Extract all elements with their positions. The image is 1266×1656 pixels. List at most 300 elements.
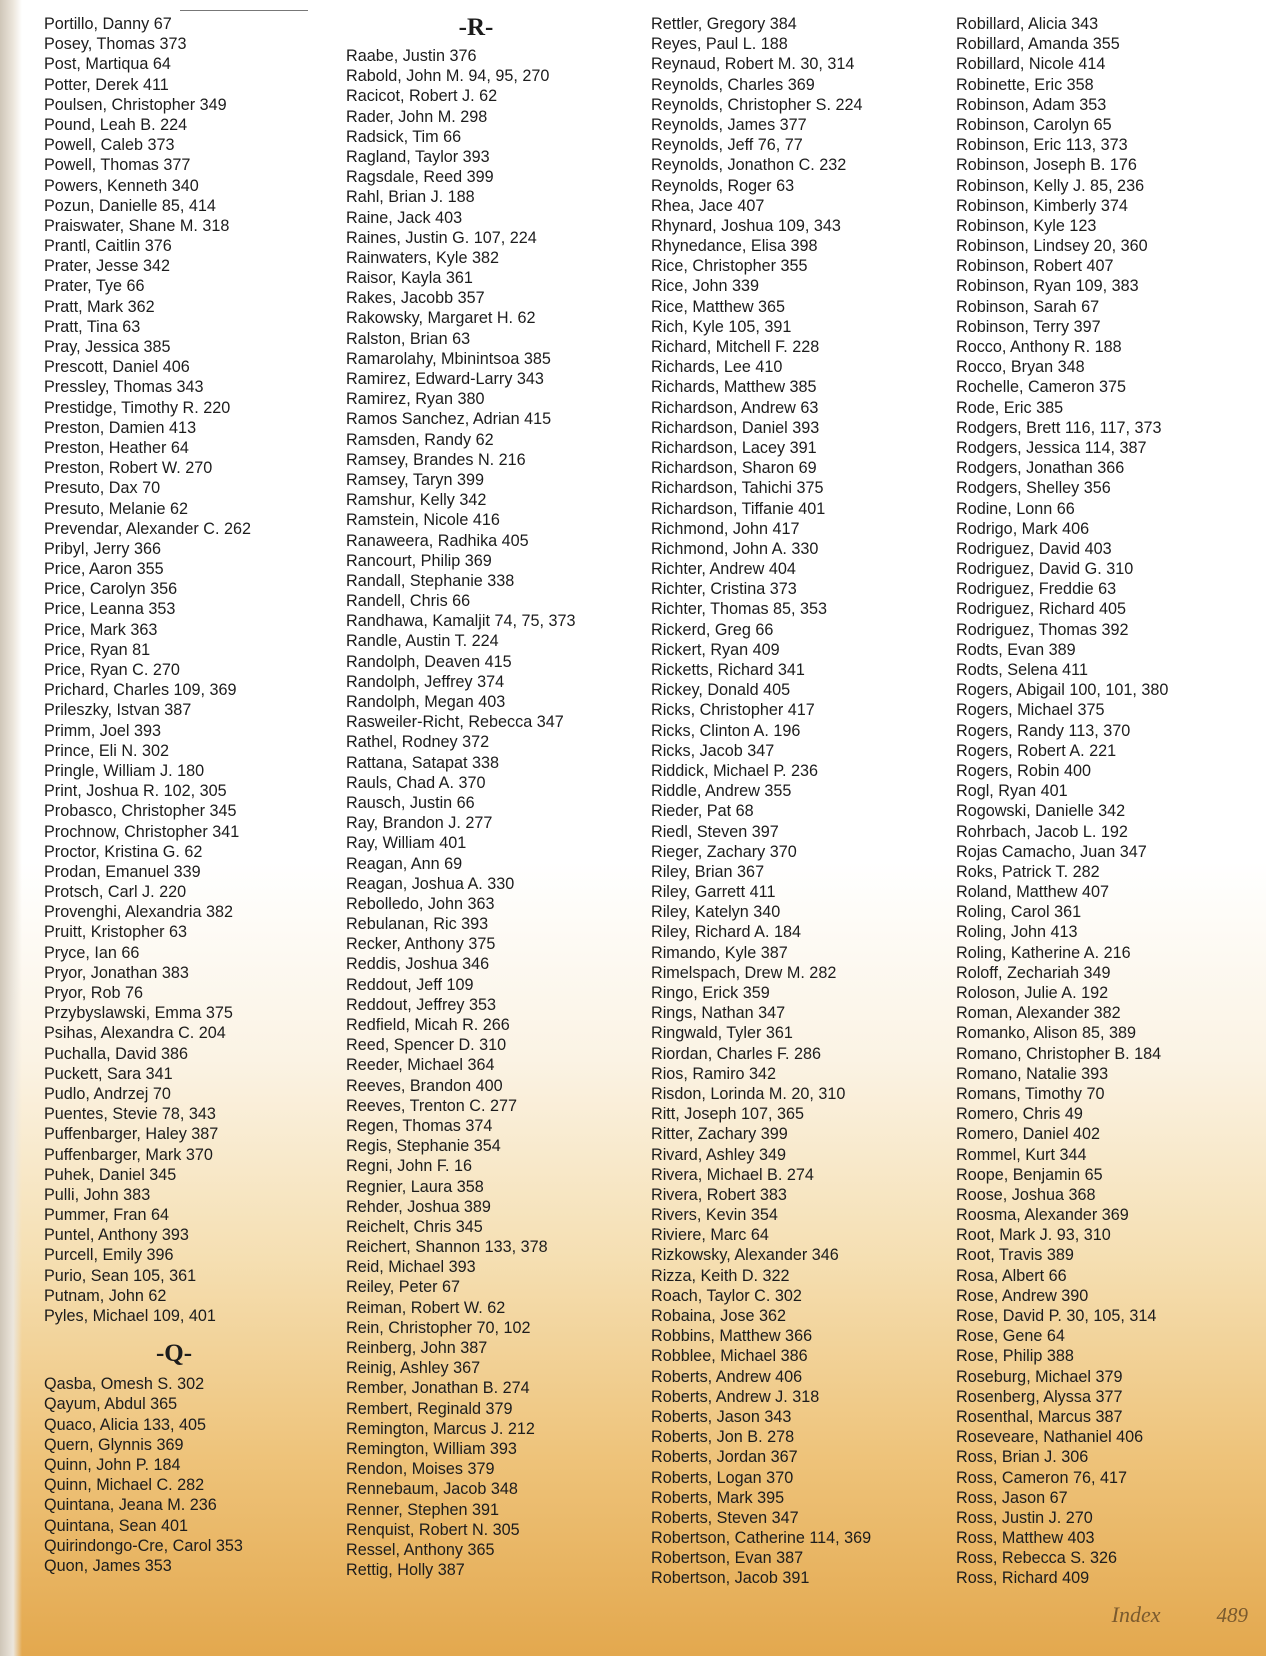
index-entry: Rodgers, Jessica 114, 387 <box>956 438 1147 457</box>
index-entry: Puchalla, David 386 <box>44 1044 188 1063</box>
index-entry: Pratt, Tina 63 <box>44 317 141 336</box>
index-entry: Randell, Chris 66 <box>346 592 471 611</box>
page-number: 489 <box>1216 1603 1248 1627</box>
index-entry: Roberts, Jason 343 <box>651 1407 792 1426</box>
index-entry: Pribyl, Jerry 366 <box>44 539 161 558</box>
index-entry: Remington, William 393 <box>346 1439 517 1458</box>
index-entry: Richardson, Lacey 391 <box>651 438 817 457</box>
index-entry: Rojas Camacho, Juan 347 <box>956 842 1147 861</box>
index-entry: Puhek, Daniel 345 <box>44 1165 177 1184</box>
index-entry: Preston, Heather 64 <box>44 438 189 457</box>
index-entry: Rettig, Holly 387 <box>346 1561 465 1580</box>
index-entry: Robinson, Kelly J. 85, 236 <box>956 176 1145 195</box>
index-entry: Richardson, Tiffanie 401 <box>651 499 826 518</box>
index-entry: Rieder, Pat 68 <box>651 802 754 821</box>
index-entry: Rader, John M. 298 <box>346 107 488 126</box>
index-entry: Posey, Thomas 373 <box>44 35 187 54</box>
index-entry: Quon, James 353 <box>44 1556 172 1575</box>
index-entry: Psihas, Alexandra C. 204 <box>44 1024 226 1043</box>
index-entry: Roks, Patrick T. 282 <box>956 862 1100 881</box>
index-entry: Poulsen, Christopher 349 <box>44 95 227 114</box>
index-entry: Rennebaum, Jacob 348 <box>346 1480 518 1499</box>
index-entry: Roberts, Andrew J. 318 <box>651 1387 820 1406</box>
index-entry: Roling, Carol 361 <box>956 903 1082 922</box>
index-entry: Ricks, Christopher 417 <box>651 701 815 720</box>
index-entry: Randle, Austin T. 224 <box>346 632 499 651</box>
index-entry: Robinette, Eric 358 <box>956 75 1094 94</box>
index-entry: Rings, Nathan 347 <box>651 1004 786 1023</box>
index-entry: Quirindongo-Cre, Carol 353 <box>44 1536 243 1555</box>
index-entry: Pryor, Jonathan 383 <box>44 963 189 982</box>
index-entry: Rodriguez, David G. 310 <box>956 560 1134 579</box>
index-entry: Ranaweera, Radhika 405 <box>346 531 529 550</box>
index-entry: Roosma, Alexander 369 <box>956 1206 1129 1225</box>
index-entry: Pound, Leah B. 224 <box>44 115 188 134</box>
index-entry: Prantl, Caitlin 376 <box>44 237 172 256</box>
index-entry: Presuto, Dax 70 <box>44 479 161 498</box>
index-entry: Roose, Joshua 368 <box>956 1185 1096 1204</box>
index-entry: Robblee, Michael 386 <box>651 1347 808 1366</box>
index-entry: Rhynard, Joshua 109, 343 <box>651 216 841 235</box>
index-entry: Protsch, Carl J. 220 <box>44 883 187 902</box>
index-entry: Rodriguez, David 403 <box>956 539 1112 558</box>
index-entry: Richardson, Daniel 393 <box>651 418 820 437</box>
index-column-2 <box>346 14 646 1580</box>
index-entry: Ramstein, Nicole 416 <box>346 511 500 530</box>
index-entry: Raines, Justin G. 107, 224 <box>346 228 537 247</box>
index-entry: Puntel, Anthony 393 <box>44 1226 189 1245</box>
index-entry: Reed, Spencer D. 310 <box>346 1036 507 1055</box>
index-entry: Rich, Kyle 105, 391 <box>651 317 792 336</box>
index-entry: Reddout, Jeff 109 <box>346 975 474 994</box>
index-entry: Raisor, Kayla 361 <box>346 269 473 288</box>
index-entry: Robinson, Adam 353 <box>956 95 1107 114</box>
index-entry: Prater, Tye 66 <box>44 277 145 296</box>
index-entry: Root, Mark J. 93, 310 <box>956 1226 1111 1245</box>
index-entry: Prichard, Charles 109, 369 <box>44 681 237 700</box>
index-entry: Rosenthal, Marcus 387 <box>956 1407 1123 1426</box>
index-entry: Rimando, Kyle 387 <box>651 943 788 962</box>
index-entry: Romano, Natalie 393 <box>956 1064 1109 1083</box>
index-entry: Pruitt, Kristopher 63 <box>44 923 188 942</box>
index-entry: Reynolds, James 377 <box>651 115 807 134</box>
index-entry: Rogers, Randy 113, 370 <box>956 721 1131 740</box>
index-entry: Print, Joshua R. 102, 305 <box>44 782 227 801</box>
index-entry: Roman, Alexander 382 <box>956 1004 1121 1023</box>
index-entry: Rhea, Jace 407 <box>651 196 765 215</box>
index-entry: Quinn, John P. 184 <box>44 1455 181 1474</box>
index-entry: Ross, Richard 409 <box>956 1569 1090 1588</box>
index-entry: Robbins, Matthew 366 <box>651 1327 813 1346</box>
index-entry: Rose, Gene 64 <box>956 1327 1065 1346</box>
index-entry: Reyes, Paul L. 188 <box>651 35 788 54</box>
index-entry: Renner, Stephen 391 <box>346 1500 500 1519</box>
index-entry: Rakowsky, Margaret H. 62 <box>346 309 536 328</box>
index-entry: Price, Ryan C. 270 <box>44 661 180 679</box>
index-entry: Rehder, Joshua 389 <box>346 1197 491 1216</box>
index-section-r <box>346 46 646 1580</box>
index-entry: Purio, Sean 105, 361 <box>44 1266 197 1285</box>
index-entry: Quinn, Michael C. 282 <box>44 1476 205 1495</box>
index-section-r-continued-2 <box>956 14 1256 1589</box>
index-entry: Roberts, Steven 347 <box>651 1508 799 1527</box>
index-entry: Richter, Cristina 373 <box>651 580 797 599</box>
index-entry: Rein, Christopher 70, 102 <box>346 1318 531 1337</box>
index-entry: Ramos Sanchez, Adrian 415 <box>346 410 552 429</box>
footer-section-label: Index <box>1111 1602 1161 1627</box>
index-entry: Reeves, Brandon 400 <box>346 1076 503 1095</box>
index-entry: Rickey, Donald 405 <box>651 681 791 700</box>
index-entry: Roberts, Mark 395 <box>651 1488 785 1507</box>
index-entry: Robinson, Terry 397 <box>956 317 1101 336</box>
index-entry: Ricks, Jacob 347 <box>651 741 775 760</box>
index-entry: Reagan, Ann 69 <box>346 854 463 873</box>
index-entry: Rettler, Gregory 384 <box>651 15 797 33</box>
index-entry: Romans, Timothy 70 <box>956 1084 1105 1103</box>
index-entry: Robaina, Jose 362 <box>651 1307 786 1325</box>
index-entry: Prescott, Daniel 406 <box>44 358 190 377</box>
index-entry: Reynolds, Roger 63 <box>651 176 795 195</box>
index-entry: Rice, Matthew 365 <box>651 297 786 316</box>
index-entry: Rogl, Ryan 401 <box>956 782 1068 801</box>
index-entry: Pulli, John 383 <box>44 1185 151 1204</box>
index-entry: Ralston, Brian 63 <box>346 329 471 348</box>
index-entry: Pryor, Rob 76 <box>44 984 143 1002</box>
index-entry: Rieger, Zachary 370 <box>651 842 797 861</box>
index-entry: Ramsey, Taryn 399 <box>346 470 484 489</box>
index-entry: Ringwald, Tyler 361 <box>651 1024 793 1043</box>
index-entry: Rhynedance, Elisa 398 <box>651 237 818 256</box>
index-entry: Randolph, Jeffrey 374 <box>346 672 505 691</box>
index-entry: Reeves, Trenton C. 277 <box>346 1096 517 1115</box>
index-entry: Roloff, Zechariah 349 <box>956 963 1111 982</box>
index-entry: Regis, Stephanie 354 <box>346 1137 501 1156</box>
index-entry: Richards, Lee 410 <box>651 358 783 377</box>
index-entry: Roope, Benjamin 65 <box>956 1165 1103 1184</box>
index-entry: Rosa, Albert 66 <box>956 1266 1067 1285</box>
index-entry: Quaco, Alicia 133, 405 <box>44 1415 206 1434</box>
index-entry: Rakes, Jacobb 357 <box>346 289 485 308</box>
index-entry: Roseveare, Nathaniel 406 <box>956 1428 1144 1447</box>
index-entry: Ross, Cameron 76, 417 <box>956 1468 1127 1487</box>
index-entry: Raabe, Justin 376 <box>346 47 477 65</box>
index-entry: Roberts, Logan 370 <box>651 1468 794 1487</box>
index-entry: Putnam, John 62 <box>44 1286 167 1305</box>
index-entry: Rogers, Robert A. 221 <box>956 741 1117 760</box>
section-letter-r: -R- <box>458 14 494 41</box>
index-entry: Robinson, Eric 113, 373 <box>956 136 1128 155</box>
index-entry: Ramirez, Edward-Larry 343 <box>346 370 544 388</box>
index-entry: Pudlo, Andrzej 70 <box>44 1084 171 1103</box>
index-entry: Reichert, Shannon 133, 378 <box>346 1238 548 1257</box>
index-entry: Richardson, Andrew 63 <box>651 398 819 417</box>
index-entry: Probasco, Christopher 345 <box>44 802 237 821</box>
index-entry: Riley, Katelyn 340 <box>651 903 781 922</box>
index-entry: Robinson, Kyle 123 <box>956 216 1097 235</box>
index-entry: Reagan, Joshua A. 330 <box>346 874 515 893</box>
index-entry: Ritt, Joseph 107, 365 <box>651 1105 804 1124</box>
index-entry: Pryce, Ian 66 <box>44 943 140 962</box>
index-entry: Quintana, Sean 401 <box>44 1516 189 1535</box>
index-entry: Rodrigo, Mark 406 <box>956 519 1090 538</box>
index-entry: Rochelle, Cameron 375 <box>956 378 1127 397</box>
index-entry: Rainwaters, Kyle 382 <box>346 248 499 267</box>
index-entry: Preston, Damien 413 <box>44 418 197 437</box>
index-entry: Rabold, John M. 94, 95, 270 <box>346 67 550 86</box>
index-entry: Romanko, Alison 85, 389 <box>956 1024 1136 1043</box>
index-column-1 <box>44 14 344 1576</box>
index-entry: Robillard, Alicia 343 <box>956 15 1099 33</box>
index-entry: Richardson, Sharon 69 <box>651 459 817 478</box>
index-entry: Price, Aaron 355 <box>44 560 164 579</box>
index-entry: Rodts, Selena 411 <box>956 661 1088 679</box>
index-entry: Roberts, Jordan 367 <box>651 1448 798 1467</box>
index-entry: Rivera, Robert 383 <box>651 1185 787 1204</box>
index-entry: Robinson, Kimberly 374 <box>956 196 1128 215</box>
index-entry: Robertson, Catherine 114, 369 <box>651 1529 872 1548</box>
index-entry: Rode, Eric 385 <box>956 398 1064 417</box>
index-entry: Riddick, Michael P. 236 <box>651 761 819 780</box>
index-entry: Root, Travis 389 <box>956 1246 1074 1265</box>
index-entry: Richard, Mitchell F. 228 <box>651 338 820 356</box>
index-entry: Rizza, Keith D. 322 <box>651 1266 790 1285</box>
index-entry: Rimelspach, Drew M. 282 <box>651 963 837 982</box>
index-entry: Regnier, Laura 358 <box>346 1177 484 1196</box>
index-entry: Robinson, Joseph B. 176 <box>956 156 1137 175</box>
index-entry: Prestidge, Timothy R. 220 <box>44 398 231 417</box>
index-entry: Quintana, Jeana M. 236 <box>44 1496 217 1515</box>
index-entry: Radsick, Tim 66 <box>346 127 462 146</box>
index-entry: Randolph, Deaven 415 <box>346 652 512 671</box>
index-entry: Ritter, Zachary 399 <box>651 1125 788 1144</box>
index-entry: Ross, Jason 67 <box>956 1488 1068 1507</box>
index-entry: Ramsden, Randy 62 <box>346 430 494 449</box>
index-entry: Robillard, Nicole 414 <box>956 55 1106 74</box>
index-entry: Roach, Taylor C. 302 <box>651 1286 802 1305</box>
index-entry: Prochnow, Christopher 341 <box>44 822 240 841</box>
index-entry: Powell, Thomas 377 <box>44 156 191 175</box>
index-section-q <box>44 1374 344 1576</box>
index-entry: Qayum, Abdul 365 <box>44 1395 178 1414</box>
index-entry: Ringo, Erick 359 <box>651 984 770 1002</box>
index-entry: Puffenbarger, Mark 370 <box>44 1145 213 1164</box>
index-entry: Ray, Brandon J. 277 <box>346 814 493 833</box>
index-entry: Ricks, Clinton A. 196 <box>651 721 801 740</box>
index-entry: Richter, Andrew 404 <box>651 560 796 579</box>
index-entry: Proctor, Kristina G. 62 <box>44 842 203 861</box>
index-entry: Riordan, Charles F. 286 <box>651 1044 822 1063</box>
index-entry: Rancourt, Philip 369 <box>346 551 492 570</box>
index-entry: Richter, Thomas 85, 353 <box>651 600 828 619</box>
index-entry: Riley, Brian 367 <box>651 862 765 881</box>
index-entry: Recker, Anthony 375 <box>346 935 496 954</box>
index-entry: Roberts, Andrew 406 <box>651 1367 803 1386</box>
index-entry: Racicot, Robert J. 62 <box>346 87 498 106</box>
index-entry: Pyles, Michael 109, 401 <box>44 1307 216 1325</box>
index-entry: Praiswater, Shane M. 318 <box>44 216 230 235</box>
index-entry: Reeder, Michael 364 <box>346 1056 495 1075</box>
index-entry: Ressel, Anthony 365 <box>346 1540 495 1559</box>
index-entry: Rendon, Moises 379 <box>346 1460 495 1479</box>
index-entry: Powers, Kenneth 340 <box>44 176 199 195</box>
index-entry: Robillard, Amanda 355 <box>956 35 1120 54</box>
index-entry: Rodriguez, Thomas 392 <box>956 620 1129 639</box>
index-entry: Romero, Daniel 402 <box>956 1125 1100 1144</box>
index-entry: Reynolds, Jonathon C. 232 <box>651 156 847 175</box>
index-entry: Robinson, Ryan 109, 383 <box>956 277 1139 296</box>
index-entry: Post, Martiqua 64 <box>44 55 171 74</box>
index-entry: Rios, Ramiro 342 <box>651 1064 777 1083</box>
index-entry: Quern, Glynnis 369 <box>44 1435 184 1454</box>
index-entry: Rasweiler-Richt, Rebecca 347 <box>346 713 564 732</box>
index-entry: Presuto, Melanie 62 <box>44 499 188 518</box>
index-entry: Randall, Stephanie 338 <box>346 571 515 590</box>
index-entry: Puentes, Stevie 78, 343 <box>44 1105 216 1124</box>
index-column-4 <box>956 14 1256 1589</box>
index-entry: Regni, John F. 16 <box>346 1157 472 1176</box>
index-entry: Roloson, Julie A. 192 <box>956 984 1109 1002</box>
index-entry: Ross, Rebecca S. 326 <box>956 1549 1118 1568</box>
index-entry: Puffenbarger, Haley 387 <box>44 1125 219 1144</box>
index-section-p <box>44 14 344 1326</box>
index-entry: Rogowski, Danielle 342 <box>956 802 1126 821</box>
index-entry: Richards, Matthew 385 <box>651 378 817 397</box>
index-entry: Reddout, Jeffrey 353 <box>346 995 496 1014</box>
index-entry: Rosenberg, Alyssa 377 <box>956 1387 1123 1406</box>
index-entry: Rose, David P. 30, 105, 314 <box>956 1307 1157 1325</box>
index-entry: Roling, John 413 <box>956 923 1078 942</box>
index-entry: Prince, Eli N. 302 <box>44 741 170 760</box>
index-entry: Pozun, Danielle 85, 414 <box>44 196 216 215</box>
index-entry: Purcell, Emily 396 <box>44 1246 174 1265</box>
top-rule <box>180 10 308 11</box>
index-entry: Reinig, Ashley 367 <box>346 1359 481 1378</box>
index-entry: Ramsey, Brandes N. 216 <box>346 450 526 469</box>
index-entry: Rose, Andrew 390 <box>956 1286 1089 1305</box>
index-entry: Remington, Marcus J. 212 <box>346 1419 535 1438</box>
index-entry: Rickert, Ryan 409 <box>651 640 780 659</box>
index-entry: Reiley, Peter 67 <box>346 1278 460 1297</box>
index-entry: Rohrbach, Jacob L. 192 <box>956 822 1128 841</box>
index-entry: Robinson, Sarah 67 <box>956 297 1100 316</box>
index-entry: Ragland, Taylor 393 <box>346 147 490 166</box>
index-entry: Rattana, Satapat 338 <box>346 753 499 772</box>
index-entry: Rocco, Anthony R. 188 <box>956 338 1122 356</box>
index-entry: Rivard, Ashley 349 <box>651 1145 786 1164</box>
index-entry: Ross, Justin J. 270 <box>956 1508 1093 1527</box>
index-entry: Rickerd, Greg 66 <box>651 620 774 639</box>
section-letter-q: -Q- <box>155 1340 193 1368</box>
index-entry: Richmond, John A. 330 <box>651 539 819 558</box>
index-entry: Reichelt, Chris 345 <box>346 1217 483 1236</box>
index-entry: Rogers, Michael 375 <box>956 701 1105 720</box>
index-entry: Riviere, Marc 64 <box>651 1226 769 1245</box>
index-entry: Przybyslawski, Emma 375 <box>44 1004 233 1023</box>
index-entry: Robinson, Carolyn 65 <box>956 115 1112 134</box>
index-entry: Ramarolahy, Mbinintsoa 385 <box>346 349 551 368</box>
index-entry: Robertson, Jacob 391 <box>651 1569 810 1588</box>
index-entry: Riedl, Steven 397 <box>651 822 779 841</box>
index-entry: Reynolds, Charles 369 <box>651 75 815 94</box>
index-entry: Roling, Katherine A. 216 <box>956 943 1131 962</box>
index-entry: Rahl, Brian J. 188 <box>346 188 475 207</box>
index-entry: Romano, Christopher B. 184 <box>956 1044 1162 1063</box>
index-entry: Ramirez, Ryan 380 <box>346 390 485 409</box>
index-entry: Romero, Chris 49 <box>956 1105 1083 1124</box>
index-entry: Pummer, Fran 64 <box>44 1206 170 1225</box>
index-entry: Rausch, Justin 66 <box>346 793 475 812</box>
index-entry: Prileszky, Istvan 387 <box>44 701 192 720</box>
index-entry: Riley, Garrett 411 <box>651 883 776 902</box>
index-entry: Ricketts, Richard 341 <box>651 661 805 679</box>
index-entry: Riley, Richard A. 184 <box>651 923 801 942</box>
index-entry: Reynolds, Jeff 76, 77 <box>651 136 803 155</box>
index-entry: Prodan, Emanuel 339 <box>44 862 201 881</box>
index-entry: Rommel, Kurt 344 <box>956 1145 1087 1164</box>
index-entry: Robinson, Lindsey 20, 360 <box>956 237 1148 256</box>
index-entry: Rember, Jonathan B. 274 <box>346 1379 530 1398</box>
index-entry: Rodriguez, Richard 405 <box>956 600 1127 619</box>
index-entry: Preston, Robert W. 270 <box>44 459 213 478</box>
index-entry: Rivers, Kevin 354 <box>651 1206 778 1225</box>
index-entry: Renquist, Robert N. 305 <box>346 1520 520 1539</box>
index-entry: Reynaud, Robert M. 30, 314 <box>651 55 855 74</box>
page-footer <box>1112 1602 1248 1628</box>
index-entry: Reid, Michael 393 <box>346 1258 476 1277</box>
index-entry: Randhawa, Kamaljit 74, 75, 373 <box>346 612 576 631</box>
index-entry: Risdon, Lorinda M. 20, 310 <box>651 1084 846 1103</box>
index-entry: Rocco, Bryan 348 <box>956 358 1085 377</box>
index-entry: Provenghi, Alexandria 382 <box>44 903 233 922</box>
index-entry: Qasba, Omesh S. 302 <box>44 1375 205 1394</box>
index-entry: Price, Carolyn 356 <box>44 580 178 599</box>
index-entry: Robertson, Evan 387 <box>651 1549 804 1568</box>
index-entry: Prevendar, Alexander C. 262 <box>44 519 251 538</box>
index-entry: Robinson, Robert 407 <box>956 257 1114 276</box>
index-entry: Roberts, Jon B. 278 <box>651 1428 795 1447</box>
index-entry: Rizkowsky, Alexander 346 <box>651 1246 839 1265</box>
index-entry: Ross, Matthew 403 <box>956 1529 1095 1548</box>
index-entry: Riddle, Andrew 355 <box>651 782 792 801</box>
index-entry: Rodine, Lonn 66 <box>956 499 1075 518</box>
index-entry: Rodgers, Shelley 356 <box>956 479 1111 498</box>
index-entry: Pringle, William J. 180 <box>44 761 205 780</box>
index-entry: Randolph, Megan 403 <box>346 693 506 711</box>
index-entry: Prater, Jesse 342 <box>44 257 170 276</box>
index-entry: Powell, Caleb 373 <box>44 136 175 155</box>
index-entry: Rebulanan, Ric 393 <box>346 915 489 934</box>
index-entry: Potter, Derek 411 <box>44 75 169 94</box>
index-entry: Roseburg, Michael 379 <box>956 1367 1123 1386</box>
index-entry: Rice, Christopher 355 <box>651 257 808 276</box>
index-entry: Rodriguez, Freddie 63 <box>956 580 1117 599</box>
index-entry: Price, Mark 363 <box>44 620 158 639</box>
index-section-r-continued <box>651 14 951 1589</box>
index-entry: Regen, Thomas 374 <box>346 1116 493 1135</box>
index-entry: Rodgers, Jonathan 366 <box>956 459 1125 478</box>
index-entry: Reiman, Robert W. 62 <box>346 1298 506 1317</box>
page-binding-shadow <box>0 0 22 1656</box>
index-entry: Rose, Philip 388 <box>956 1347 1074 1366</box>
index-entry: Reinberg, John 387 <box>346 1339 488 1357</box>
index-entry: Price, Ryan 81 <box>44 640 151 659</box>
index-entry: Rivera, Michael B. 274 <box>651 1165 814 1184</box>
index-entry: Rembert, Reginald 379 <box>346 1399 513 1418</box>
index-entry: Rodgers, Brett 116, 117, 373 <box>956 418 1162 437</box>
index-entry: Rogers, Abigail 100, 101, 380 <box>956 681 1169 700</box>
index-entry: Redfield, Micah R. 266 <box>346 1016 510 1034</box>
index-entry: Primm, Joel 393 <box>44 721 161 740</box>
